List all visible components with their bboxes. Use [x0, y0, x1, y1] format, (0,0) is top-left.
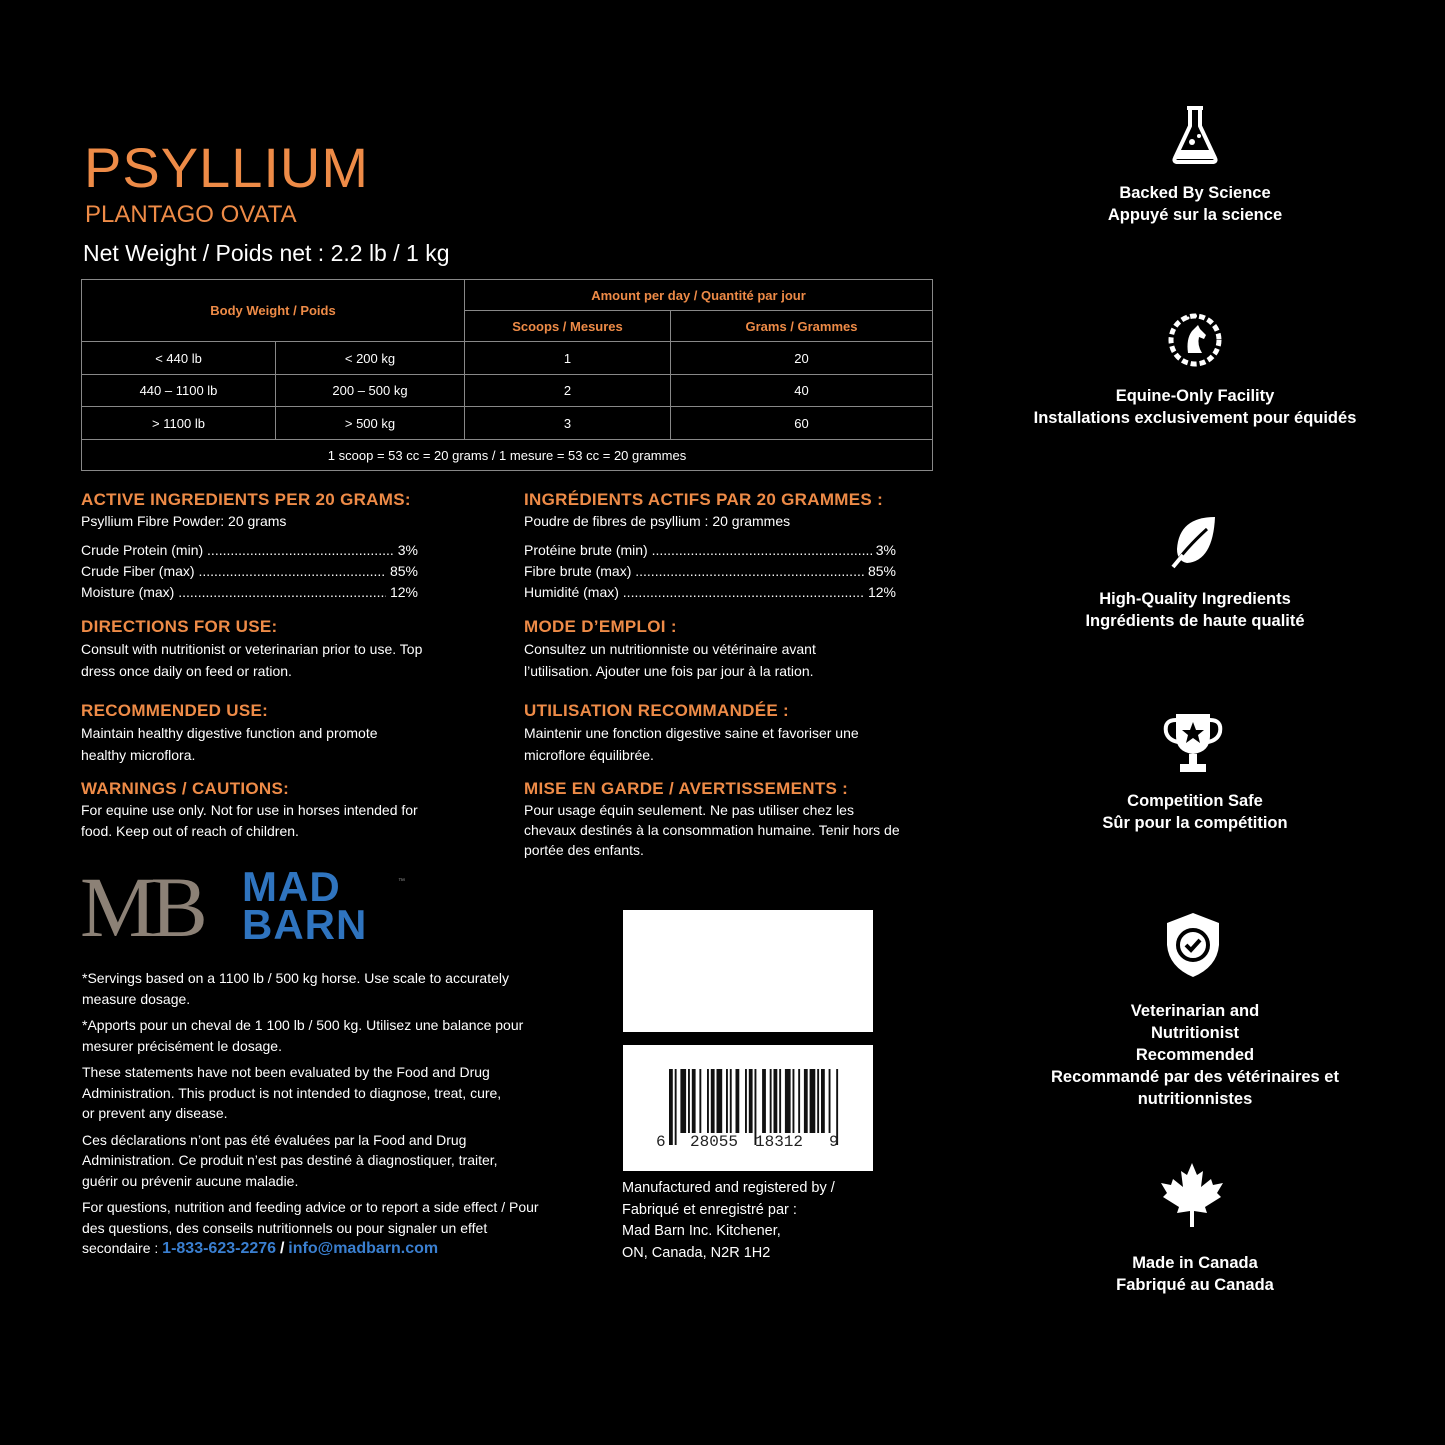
- horse-laurel-icon: [1150, 303, 1240, 373]
- directions-text-en: Consult with nutritionist or veterinarian prior to use. Top dress once daily on feed or ration.: [81, 641, 423, 679]
- warnings-text-en: For equine use only. Not for use in horses intended for food. Keep out of reach of children.: [81, 802, 418, 839]
- feature-facility: [1010, 385, 1380, 429]
- analysis-value: 85%: [867, 563, 896, 579]
- barcode-bar: [717, 1069, 723, 1133]
- barcode-bar: [749, 1069, 753, 1133]
- directions-text-fr: Consultez un nutritionniste ou vétérinaire avant l’utilisation. Ajouter une fois par jour à la ration.: [524, 641, 816, 679]
- analysis-row: [81, 582, 418, 603]
- logo-wordmark: [242, 863, 368, 948]
- active-title-en: ACTIVE INGREDIENTS PER 20 GRAMS:: [81, 490, 411, 509]
- feature-label-en: Backed By Science: [1119, 184, 1271, 202]
- grams-header: Grams / Grammes: [671, 311, 933, 342]
- barcode-bar: [745, 1069, 747, 1133]
- warnings-text-fr: Pour usage équin seulement. Ne pas utiliser chez les chevaux destinés à la consommation humaine. Tenir hors de portée des enfants.: [524, 802, 900, 858]
- barcode-bar: [804, 1069, 808, 1133]
- recommended-title-en: RECOMMENDED USE:: [81, 701, 269, 720]
- analysis-label: Fibre brute (max) .....: [524, 561, 864, 582]
- manufacturer-line: Fabriqué et enregistré par :: [622, 1201, 797, 1218]
- table-row: [82, 375, 933, 407]
- feature-label-en: High-Quality Ingredients: [1099, 590, 1291, 608]
- barcode-digits-3: 18312: [755, 1133, 804, 1151]
- body-weight-header: Body Weight / Poids: [82, 280, 465, 342]
- leaf-icon: [1150, 506, 1240, 576]
- analysis-row: [524, 582, 896, 603]
- barcode-bar: [707, 1069, 709, 1133]
- contact-separator: /: [279, 1240, 285, 1257]
- recommended-title-fr: UTILISATION RECOMMANDÉE :: [524, 701, 790, 720]
- barcode-bar: [793, 1069, 795, 1133]
- active-sub-fr: Poudre de fibres de psyllium : 20 grammes: [524, 513, 791, 529]
- serving-note-fr: *Apports pour un cheval de 1 100 lb / 500 kg. Utilisez une balance pour mesurer précisément le dosage.: [82, 1017, 524, 1054]
- notes: [82, 968, 542, 1260]
- feature-label-en: Made in Canada: [1132, 1254, 1258, 1272]
- barcode-bar: [817, 1069, 819, 1133]
- recommended-text-en: Maintain healthy digestive function and promote healthy microflora.: [81, 725, 378, 763]
- scoops-header: Scoops / Mesures: [465, 311, 671, 342]
- barcode-bar: [810, 1069, 816, 1133]
- manufacturer-line: Manufactured and registered by /: [622, 1180, 835, 1196]
- barcode-bar: [675, 1069, 677, 1145]
- fda-note-en: These statements have not been evaluated by the Food and Drug Administration. This product is not intended to diagnose, treat, cure, or prevent any disease.: [82, 1064, 502, 1121]
- phone-link[interactable]: 1-833-623-2276: [162, 1240, 277, 1257]
- barcode-bars: [623, 1045, 873, 1171]
- table-row: [82, 342, 933, 375]
- barcode-bar: [680, 1069, 686, 1133]
- cell-grams: 60: [671, 407, 933, 440]
- logo-barn: BARN: [242, 901, 368, 948]
- analysis-label: Crude Protein (min) .....: [81, 540, 394, 561]
- questions-text: For questions, nutrition and feeding advice or to report a side effect / Pour des questions, des conseils nutritionnels ou pour signaler un effet secondaire :: [82, 1199, 539, 1256]
- fda-note-fr: Ces déclarations n’ont pas été évaluées par la Food and Drug Administration. Ce produit n’est pas destiné à diagnostiquer, traiter, guérir ou prévenir aucune maladie.: [82, 1131, 498, 1189]
- feature-science: [1010, 182, 1380, 226]
- lot-box: [623, 910, 873, 1032]
- barcode-bar: [711, 1069, 715, 1133]
- analysis-row: [524, 540, 896, 561]
- cell-scoops: 1: [465, 342, 671, 375]
- analysis-value: 3%: [397, 542, 418, 558]
- barcode-bar: [730, 1069, 732, 1133]
- barcode-bar: [774, 1069, 778, 1133]
- barcode-bar: [692, 1069, 696, 1133]
- analysis-value: 3%: [875, 542, 896, 558]
- upc-barcode: [623, 1045, 873, 1171]
- cell-grams: 40: [671, 375, 933, 407]
- feature-label-en: Competition Safe: [1127, 792, 1263, 810]
- serving-note-en: *Servings based on a 1100 lb / 500 kg horse. Use scale to accurately measure dosage.: [82, 970, 509, 1007]
- barcode-bar: [770, 1069, 772, 1133]
- warnings-title-fr: MISE EN GARDE / AVERTISSEMENTS :: [524, 779, 849, 798]
- table-row: [82, 407, 933, 440]
- barcode-bar: [762, 1069, 766, 1133]
- analysis-row: [81, 561, 418, 582]
- amount-header: Amount per day / Quantité par jour: [465, 280, 933, 311]
- warnings-en: [81, 778, 426, 842]
- recommended-fr: [524, 700, 896, 766]
- cell-scoops: 3: [465, 407, 671, 440]
- shield-check-icon: [1148, 910, 1238, 980]
- manufacturer-line: Mad Barn Inc. Kitchener,: [622, 1223, 781, 1239]
- directions-fr: [524, 616, 859, 682]
- feature-recommended: [1010, 1000, 1380, 1110]
- analysis-row: [81, 540, 418, 561]
- analysis-label: Crude Fiber (max) .....: [81, 561, 386, 582]
- product-latin-name: PLANTAGO OVATA: [85, 201, 297, 228]
- barcode-bar: [829, 1069, 831, 1133]
- directions-title-en: DIRECTIONS FOR USE:: [81, 617, 278, 636]
- table-footer: 1 scoop = 53 cc = 20 grams / 1 mesure = 53 cc = 20 grammes: [82, 440, 933, 471]
- product-name: PSYLLIUM: [84, 136, 369, 199]
- manufacturer-info: [622, 1178, 835, 1264]
- net-weight: Net Weight / Poids net : 2.2 lb / 1 kg: [83, 240, 450, 266]
- warnings-fr: [524, 778, 904, 860]
- cell-scoops: 2: [465, 375, 671, 407]
- cell-kg: 200 – 500 kg: [276, 375, 465, 407]
- cell-grams: 20: [671, 342, 933, 375]
- barcode-digits-2: 28055: [690, 1133, 739, 1151]
- analysis-value: 85%: [389, 563, 418, 579]
- barcode-bar: [669, 1069, 673, 1145]
- barcode-bar: [798, 1069, 800, 1133]
- cell-lb: < 440 lb: [82, 342, 276, 375]
- feature-label-fr: Fabriqué au Canada: [1116, 1276, 1274, 1294]
- feature-canada: [1010, 1252, 1380, 1296]
- feature-label-fr: Appuyé sur la science: [1107, 206, 1283, 224]
- feature-label-en: Veterinarian and Nutritionist Recommended: [1130, 1002, 1260, 1064]
- directions-en: [81, 616, 426, 682]
- recommended-text-fr: Maintenir une fonction digestive saine et favoriser une microflore équilibrée.: [524, 725, 859, 763]
- cell-lb: > 1100 lb: [82, 407, 276, 440]
- warnings-title-en: WARNINGS / CAUTIONS:: [81, 779, 290, 798]
- dosage-table: [81, 279, 933, 471]
- barcode-bar: [785, 1069, 791, 1133]
- feature-competition: [1010, 790, 1380, 834]
- analysis-label: Moisture (max) .....: [81, 582, 386, 603]
- flask-icon: [1150, 100, 1240, 170]
- trophy-icon: [1148, 707, 1238, 777]
- analysis-label: Humidité (max) .....: [524, 582, 864, 603]
- active-sub-en: Psyllium Fibre Powder: 20 grams: [81, 513, 287, 529]
- maple-leaf-icon: [1147, 1160, 1237, 1230]
- feature-label-fr: Recommandé par des vétérinaires et nutritionnistes: [1051, 1068, 1339, 1108]
- directions-title-fr: MODE D’EMPLOI :: [524, 617, 677, 636]
- barcode-bar: [688, 1069, 690, 1133]
- feature-label-fr: Ingrédients de haute qualité: [1085, 612, 1305, 630]
- active-ingredients-en: [81, 489, 418, 603]
- barcode-bar: [779, 1069, 781, 1133]
- cell-kg: > 500 kg: [276, 407, 465, 440]
- feature-label-fr: Installations exclusivement pour équidés: [1033, 409, 1357, 427]
- barcode-bar: [726, 1069, 728, 1133]
- logo-mb-mark: MB: [80, 859, 202, 955]
- manufacturer-line: ON, Canada, N2R 1H2: [622, 1244, 771, 1261]
- recommended-en: [81, 700, 421, 766]
- active-ingredients-fr: [524, 489, 896, 603]
- logo-mad: MAD: [242, 863, 341, 910]
- analysis-value: 12%: [867, 584, 896, 600]
- analysis-label: Protéine brute (min) .....: [524, 540, 872, 561]
- feature-label-fr: Sûr pour la compétition: [1102, 814, 1288, 832]
- barcode-bar: [736, 1069, 740, 1133]
- email-link[interactable]: info@madbarn.com: [288, 1240, 439, 1257]
- analysis-row: [524, 561, 896, 582]
- analysis-value: 12%: [389, 584, 418, 600]
- barcode-digit-4: 9: [829, 1133, 839, 1151]
- feature-label-en: Equine-Only Facility: [1115, 387, 1275, 405]
- cell-kg: < 200 kg: [276, 342, 465, 375]
- barcode-bar: [699, 1069, 701, 1133]
- cell-lb: 440 – 1100 lb: [82, 375, 276, 407]
- barcode-bar: [821, 1069, 825, 1133]
- trademark-symbol: ™: [398, 878, 405, 885]
- feature-ingredients: [1010, 588, 1380, 632]
- barcode-digit-1: 6: [656, 1133, 666, 1151]
- active-title-fr: INGRÉDIENTS ACTIFS PAR 20 GRAMMES :: [524, 490, 884, 509]
